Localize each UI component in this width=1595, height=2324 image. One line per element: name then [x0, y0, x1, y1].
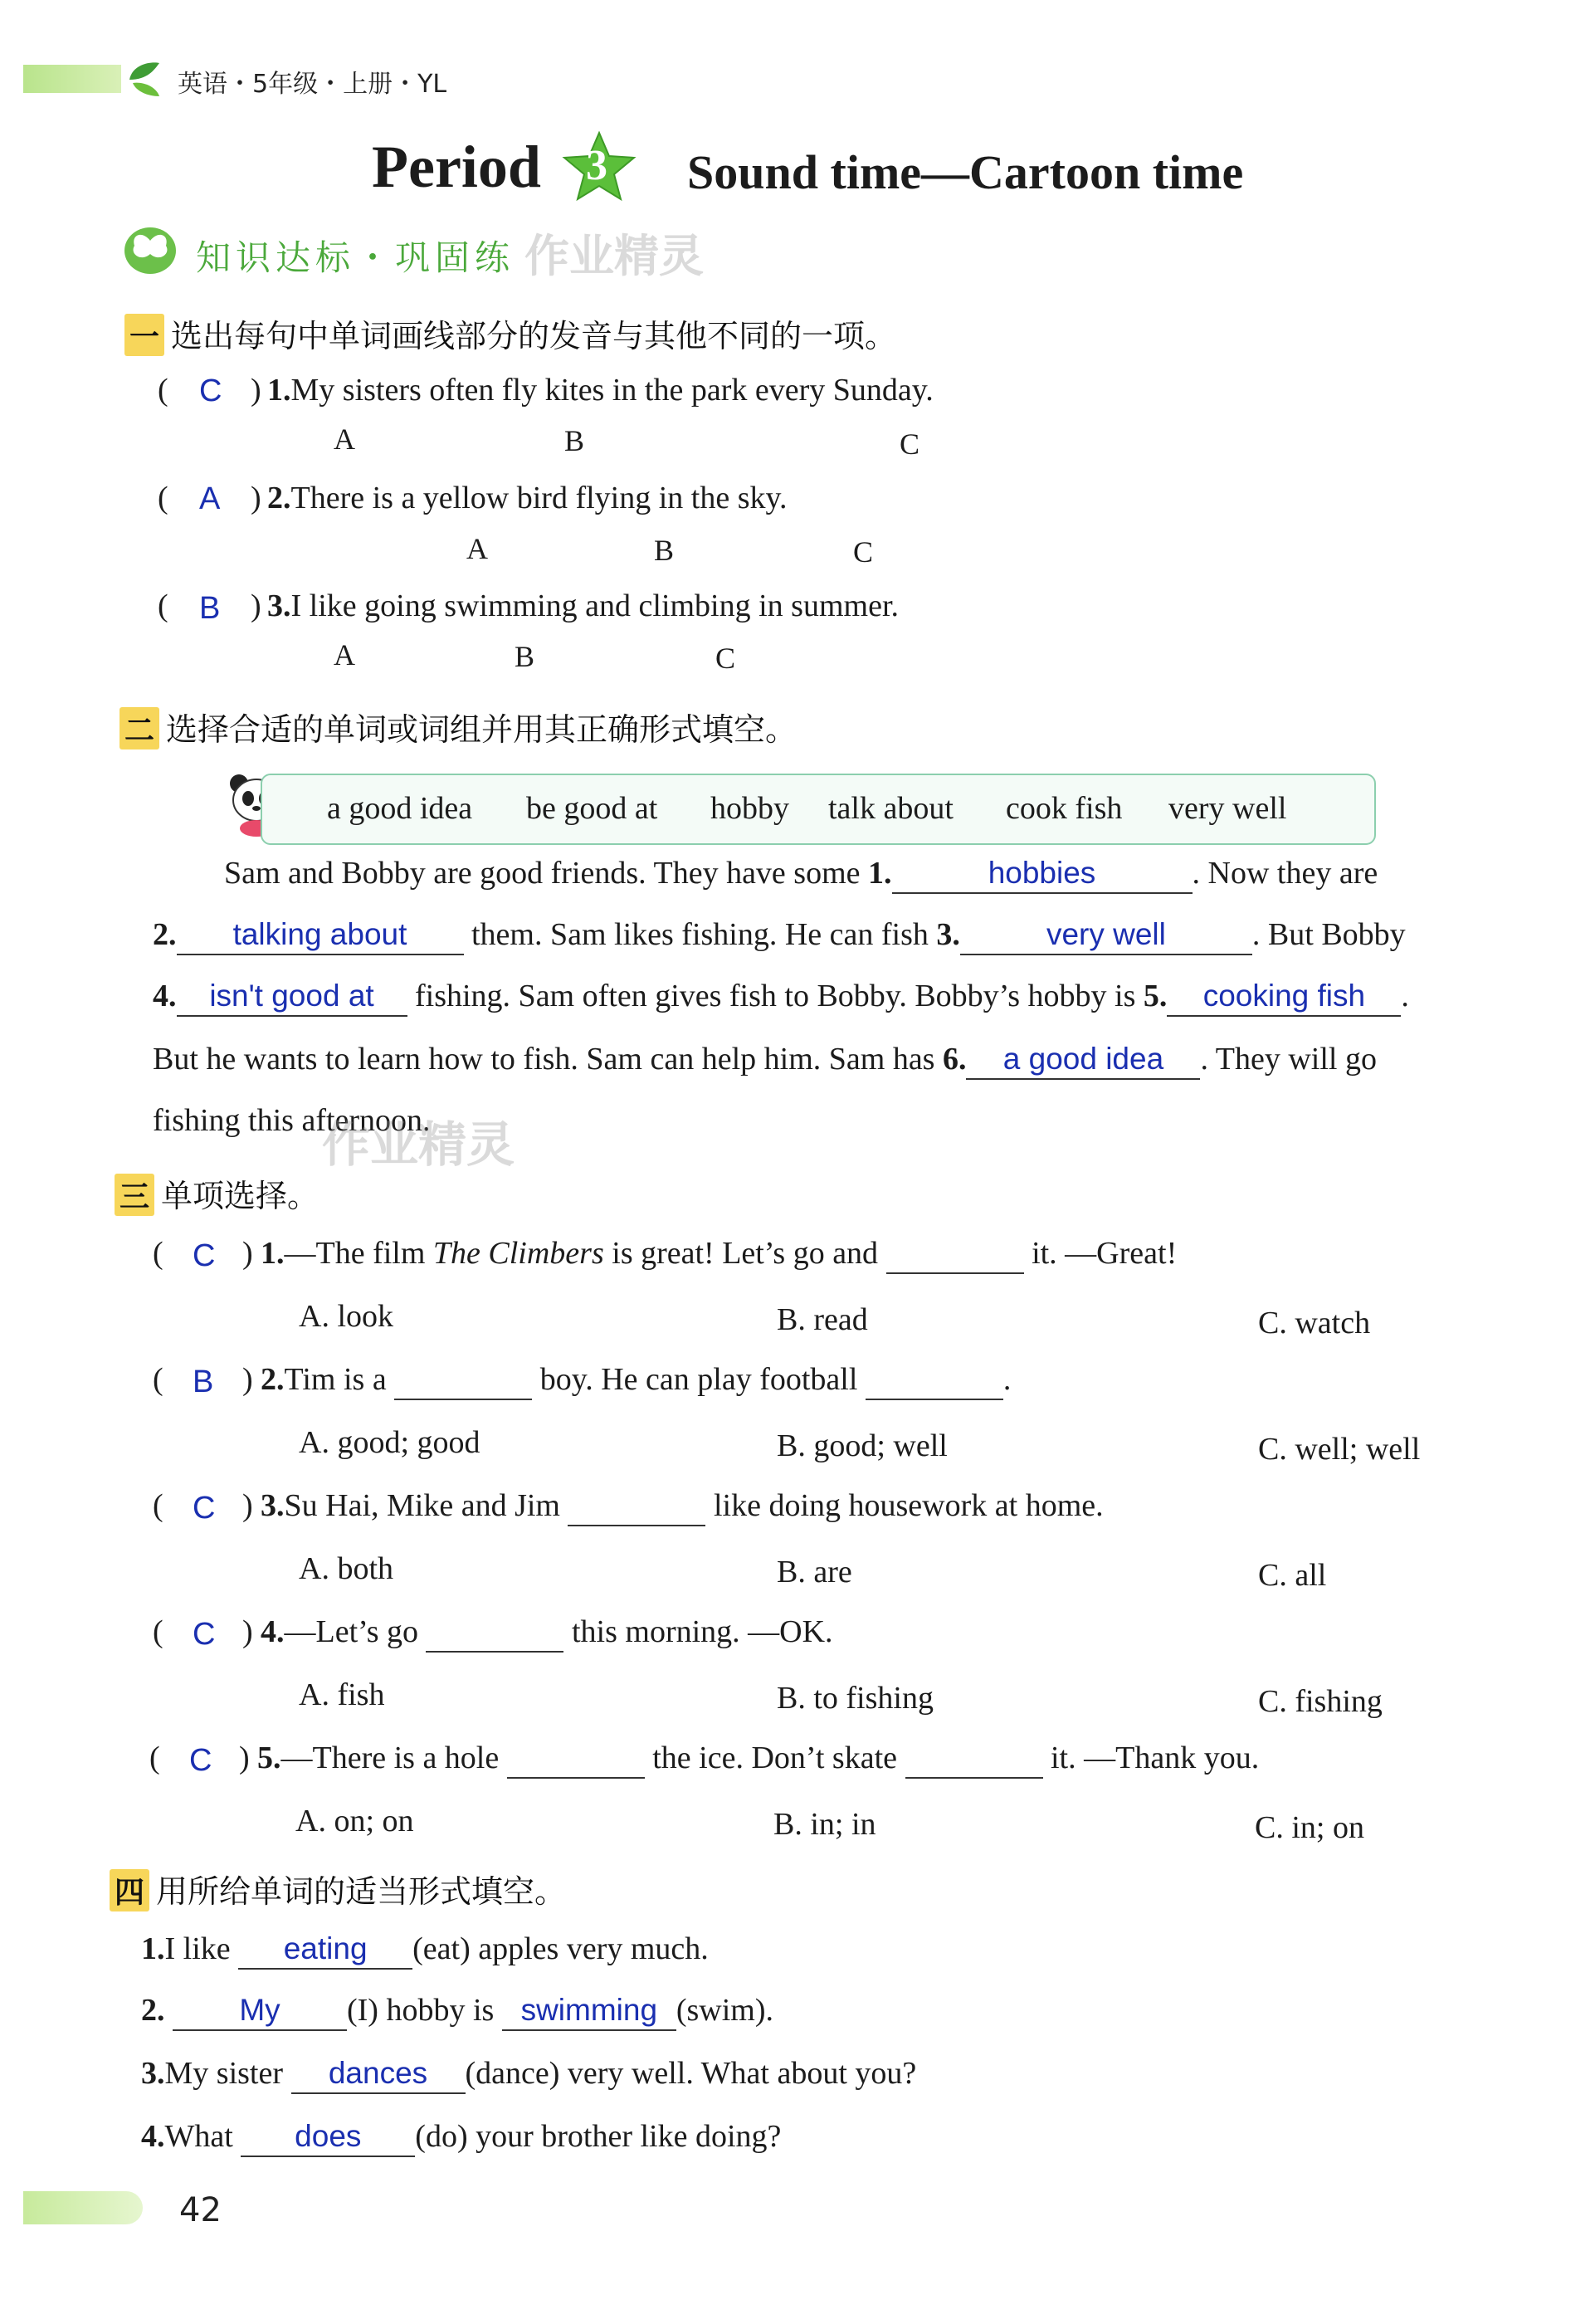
s4-item-4: 4.What does (do) your brother like doing? — [141, 2118, 781, 2157]
breadcrumb: 英语・5年级・上册・YL — [178, 70, 447, 99]
s4-answer-2b: swimming — [520, 1993, 658, 2027]
page-number: 42 — [179, 2191, 222, 2229]
word-option: be good at — [526, 791, 658, 826]
option-c[interactable]: C. well; well — [1258, 1432, 1421, 1467]
leaf-icon — [124, 58, 164, 100]
s4-answer-2: My — [239, 1993, 280, 2027]
s3-answer-5: C — [189, 1743, 212, 1778]
passage-line-3: 4. isn't good at fishing. Sam often gives fish to Bobby. Bobby’s hobby is 5. cooking fish . — [153, 978, 1409, 1017]
s2-answer-5: cooking fish — [1202, 979, 1366, 1013]
s4-answer-1: eating — [283, 1931, 368, 1965]
option-a[interactable]: A. good; good — [299, 1425, 480, 1460]
lesson-title: Sound time—Cartoon time — [687, 145, 1244, 199]
header-green-strip — [23, 65, 121, 93]
word-option: talk about — [828, 791, 954, 826]
label-A: A — [466, 532, 488, 565]
option-c[interactable]: C. all — [1258, 1558, 1327, 1593]
s3-item-4: ( C ) 4.—Let’s go this morning. —OK. A. fish B. to fishing C. fishing — [153, 1614, 1383, 1719]
s4-item-3: 3.My sister dances (dance) very well. What about you? — [141, 2055, 916, 2094]
section-2-title: 二 选择合适的单词或词组并用其正确形式填空。 — [120, 704, 797, 749]
s2-answer-2: talking about — [232, 917, 407, 951]
option-b[interactable]: B. good; well — [777, 1428, 948, 1463]
s1-answer-1: C — [199, 374, 222, 408]
s4-answer-3: dances — [328, 2056, 428, 2090]
butterfly-icon — [123, 226, 178, 276]
passage-line-2: 2. talking about them. Sam likes fishing. He can fish 3. very well . But Bobby — [153, 916, 1406, 955]
page-title — [372, 133, 1285, 208]
section-4-title: 四 用所给单词的适当形式填空。 — [110, 1866, 566, 1911]
option-b[interactable]: B. read — [777, 1302, 868, 1337]
label-C: C — [900, 427, 920, 461]
option-b[interactable]: B. in; in — [773, 1807, 876, 1842]
section-1-title: 一 选出每句中单词画线部分的发音与其他不同的一项。 — [124, 310, 896, 356]
s4-answer-4: does — [295, 2119, 362, 2153]
label-A: A — [334, 422, 355, 456]
period-word: Period — [372, 134, 541, 200]
option-a[interactable]: A. on; on — [295, 1804, 414, 1838]
s4-item-1: 1.I like eating (eat) apples very much. — [141, 1931, 709, 1970]
banner-title: 知识达标・巩固练 — [196, 237, 515, 278]
s3-answer-1: C — [193, 1238, 216, 1273]
watermark: 作业精灵 — [524, 230, 704, 282]
section-2-badge: 二 — [120, 707, 159, 749]
s3-item-5: ( C ) 5.—There is a hole the ice. Don’t skate it. —Thank you. A. on; on B. in; in C. in; on — [149, 1741, 1364, 1845]
option-a[interactable]: A. fish — [299, 1677, 385, 1712]
period-number: 3 — [586, 142, 607, 189]
option-a[interactable]: A. both — [299, 1551, 393, 1586]
s1-item-2: ( A ) 2.There is a yellow bird flying in the sky. A B C — [158, 481, 874, 569]
word-box — [261, 774, 1376, 845]
option-b[interactable]: B. are — [777, 1555, 852, 1589]
word-option: cook fish — [1006, 791, 1123, 826]
s1-item-3: ( B ) 3.I like going swimming and climbing in summer. A B C — [158, 588, 900, 675]
passage-line-1: Sam and Bobby are good friends. They have some 1. hobbies . Now they are — [224, 855, 1378, 894]
option-b[interactable]: B. to fishing — [777, 1681, 934, 1716]
s1-answer-3: B — [199, 591, 221, 626]
label-B: B — [564, 424, 585, 457]
period-star-icon — [561, 129, 637, 206]
s2-answer-4: isn't good at — [209, 979, 374, 1013]
watermark: 作业精灵 — [322, 1116, 515, 1173]
s3-answer-2: B — [193, 1365, 214, 1399]
option-c[interactable]: C. in; on — [1255, 1810, 1364, 1845]
section-3-badge: 三 — [115, 1174, 154, 1216]
option-c[interactable]: C. fishing — [1258, 1684, 1383, 1719]
passage-line-4: But he wants to learn how to fish. Sam can help him. Sam has 6. a good idea . They will go — [153, 1041, 1377, 1080]
label-B: B — [515, 640, 535, 673]
label-B: B — [654, 534, 675, 567]
word-option: hobby — [710, 791, 789, 826]
s2-answer-6: a good idea — [1002, 1042, 1164, 1076]
word-option: a good idea — [327, 791, 473, 826]
label-C: C — [715, 642, 736, 675]
s3-answer-3: C — [193, 1491, 216, 1526]
s2-answer-3: very well — [1046, 917, 1166, 951]
label-A: A — [334, 638, 355, 671]
s3-item-1: ( C ) 1.—The film The Climbers is great! Let’s go and it. —Great! A. look B. read C. watch — [153, 1236, 1371, 1340]
footer-green-strip — [23, 2191, 143, 2224]
s1-item-1: ( C ) 1.My sisters often fly kites in the park every Sunday. A B C — [158, 373, 934, 461]
section-4-badge: 四 — [110, 1869, 149, 1911]
label-C: C — [853, 535, 874, 569]
s3-item-3: ( C ) 3.Su Hai, Mike and Jim like doing housework at home. A. both B. are C. all — [153, 1488, 1327, 1593]
s3-answer-4: C — [193, 1617, 216, 1652]
s4-item-2: 2. My (I) hobby is swimming (swim). — [141, 1992, 773, 2031]
section-1-badge: 一 — [124, 314, 164, 356]
word-option: very well — [1168, 791, 1287, 826]
option-a[interactable]: A. look — [299, 1299, 393, 1334]
section-3-title: 三 单项选择。 — [115, 1170, 319, 1216]
passage-line-5: fishing this afternoon. — [153, 1103, 431, 1138]
s3-item-2: ( B ) 2.Tim is a boy. He can play football . A. good; good B. good; well C. well; well — [153, 1362, 1421, 1467]
s1-answer-2: A — [199, 481, 221, 516]
s2-answer-1: hobbies — [988, 856, 1096, 890]
option-c[interactable]: C. watch — [1258, 1306, 1371, 1340]
